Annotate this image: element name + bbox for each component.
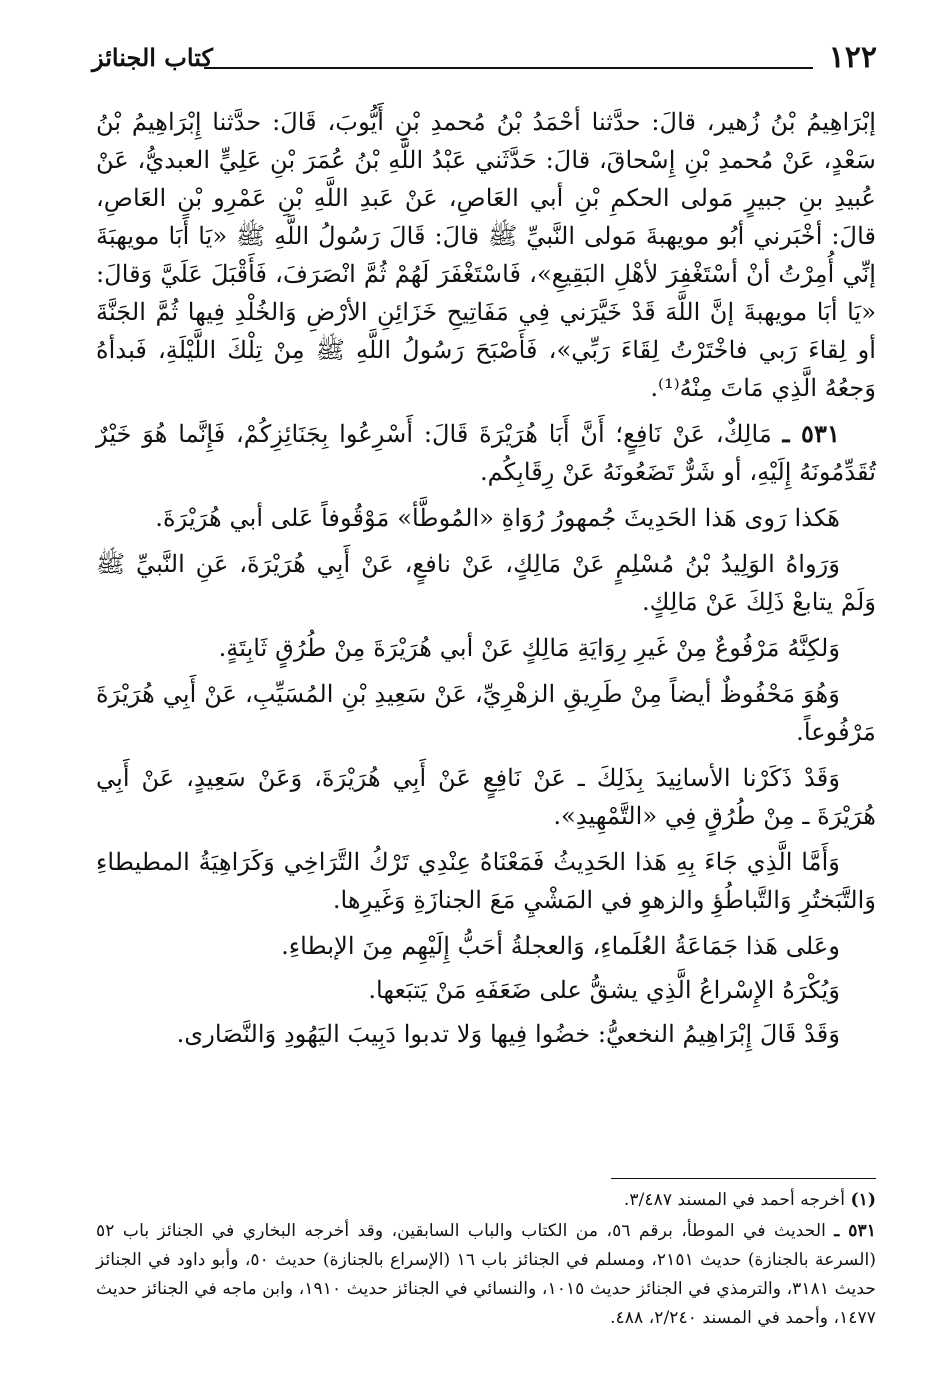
commentary-paragraph: وعَلى هَذا جَمَاعَةُ العُلَماءِ، وَالعجلةُ أحَبُّ إِلَيْهِم مِنَ الإبطاءِ. (281, 932, 840, 960)
footnote-number: ٥٣١ ـ (834, 1221, 876, 1241)
page-header (92, 38, 877, 78)
commentary-paragraph: هَكذا رَوى هَذا الحَدِيثَ جُمهورُ رُوَاةِ «المُوطَّأ» مَوْقُوفاً عَلى أبي هُرَيْرَةَ. (155, 504, 840, 532)
isnad-paragraph: إبْرَاهِيمُ بْنُ زُهير، قالَ: حدَّثنا أحْمَدُ بْنُ مُحمدِ بْنِ أَيُّوبَ، قَالَ: حدَّثنا إِبْرَاهِيمُ بْنُ سَعْدٍ، عَنْ مُحمدِ بْنِ إِسْحاقَ، قالَ: حَدَّثَني عَبْدُ اللَّهِ بْنُ عُمَرَ بْنِ عَلِيٍّ العبديُّ، عَنْ عُبيدِ بنِ جبيرٍ مَولى الحكمِ بْنِ أبي العَاصِ، عَنْ عَبدِ اللَّهِ بْنِ عَمْرِو بْنِ العَاصِ، قالَ: أخْبَرني أبُو مويهبةَ مَولى النَّبيِّ ﷺ قالَ: قَالَ رَسُولُ اللَّهِ ﷺ «يَا أَبَا مويهبَةَ إنِّي أُمِرْتُ أنْ أسْتَغْفِرَ لأهْلِ البَقِيعِ»، فَاسْتَغْفَرَ لَهُمْ ثُمَّ انْصَرَفَ، فَأَقْبَلَ عَلَيَّ وَقالَ: «يَا أبَا مويهبةَ إنَّ اللَّهَ قَدْ خَيَّرَني فِي مَفَاتِيحِ خَزَائِنِ الأرْضِ وَالخُلْدِ فِيها ثُمَّ الجَنَّةَ أو لِقاءَ رَبي فاخْتَرْتُ لِقَاءَ رَبِّي»، فَأَصْبَحَ رَسُولُ اللَّهِ ﷺ مِنْ تِلْكَ اللَّيْلَةِ، فَبدأهُ وَجعُهُ الَّذِي مَاتَ مِنْهُ⁽¹⁾. (96, 108, 876, 402)
commentary-paragraph: وَرَواهُ الوَلِيدُ بْنُ مُسْلِمٍ عَنْ مَالِكٍ، عَنْ نافعٍ، عَنْ أَبِي هُرَيْرَةَ، عَنِ النَّبيِّ ﷺ وَلَمْ يتابعْ ذَلِكَ عَنْ مَالِكٍ. (96, 550, 876, 616)
commentary-paragraph: وَلكِنَّهُ مَرْفُوعٌ مِنْ غَيرِ رِوَايَةِ مَالِكٍ عَنْ أبي هُرَيْرَةَ مِنْ طُرُقٍ ثَابِتَةٍ. (218, 634, 840, 662)
footnote-rule (611, 1178, 876, 1179)
footnote (96, 1186, 876, 1215)
footnotes (96, 1186, 876, 1335)
main-text (96, 103, 876, 1059)
hadith-number: ٥٣١ ـ (782, 419, 840, 448)
footnote-number: (١) (850, 1190, 876, 1210)
hadith-text: مَالِكٌ، عَنْ نَافِعٍ؛ أَنَّ أَبَا هُرَيْرَةَ قَالَ: أَسْرِعُوا بِجَنَائِزِكُمْ، فَإِنَّما هُوَ خَيْرٌ تُقَدِّمُونَهُ إِلَيْهِ، أو شَرٌّ تَضَعُونَهُ عَنْ رِقَابِكُم. (96, 420, 876, 486)
hadith-paragraph (96, 415, 876, 491)
header-rule (204, 67, 813, 69)
commentary-paragraph: وَقَدْ قَالَ إِبْرَاهِيمُ النخعيُّ: خضُوا فِيها وَلا تدبوا دَبِيبَ اليَهُودِ وَالنَّصَارى. (176, 1020, 840, 1048)
footnote (96, 1217, 876, 1333)
commentary-paragraph: وَأَمَّا الَّذِي جَاءَ بِهِ هَذا الحَدِيثُ فَمَعْنَاهُ عِنْدِي تَرْكُ التَّرَاخِي وَكَرَاهِيَةُ المطيطاءِ وَالتَّبَختُرِ وَالتَّباطُؤِ والزهوِ في المَشْيِ مَعَ الجنازَةِ وَغَيرِها. (96, 848, 876, 914)
footnote-text: أخرجه أحمد في المسند ٣/٤٨٧. (623, 1190, 846, 1210)
commentary-paragraph: وَقَدْ ذَكَرْنا الأسانِيدَ بِذَلِكَ ـ عَنْ نَافِعٍ عَنْ أَبِي هُرَيْرَةَ، وَعَنْ سَعِيدٍ، عَنْ أَبِي هُرَيْرَةَ ـ مِنْ طُرُقٍ فِي «التَّمْهِيدِ». (96, 764, 876, 830)
commentary-paragraph: وَهُوَ مَحْفُوظٌ أيضاً مِنْ طَرِيقِ الزهْرِيِّ، عَنْ سَعِيدِ بْنِ المُسَيِّبِ، عَنْ أَبِي هُرَيْرَةَ مَرْفُوعاً. (96, 680, 876, 746)
footnote-text: الحديث في الموطأ، برقم ٥٦، من الكتاب والباب السابقين، وقد أخرجه البخاري في الجنائز باب ٥٢ (السرعة بالجنازة) حديث ٢١٥١، ومسلم في الجنائز باب ١٦ (الإسراع بالجنازة) حديث ٥٠، وأبو داود في الجنائز حديث ٣١٨١، والترمذي في الجنائز حديث ١٠١٥، والنسائي في الجنائز حديث ١٩١٠، وابن ماجه في الجنائز حديث ١٤٧٧، وأحمد في المسند ٢/٢٤٠، ٤٨٨. (96, 1221, 876, 1328)
commentary-paragraph: وَيُكْرَهُ الإِسْراعُ الَّذِي يشقُّ على ضَعَفَهِ مَنْ يَتبَعها. (368, 976, 840, 1004)
chapter-title: كتاب الجنائز (92, 43, 213, 72)
page-number: ١٢٢ (828, 40, 877, 75)
